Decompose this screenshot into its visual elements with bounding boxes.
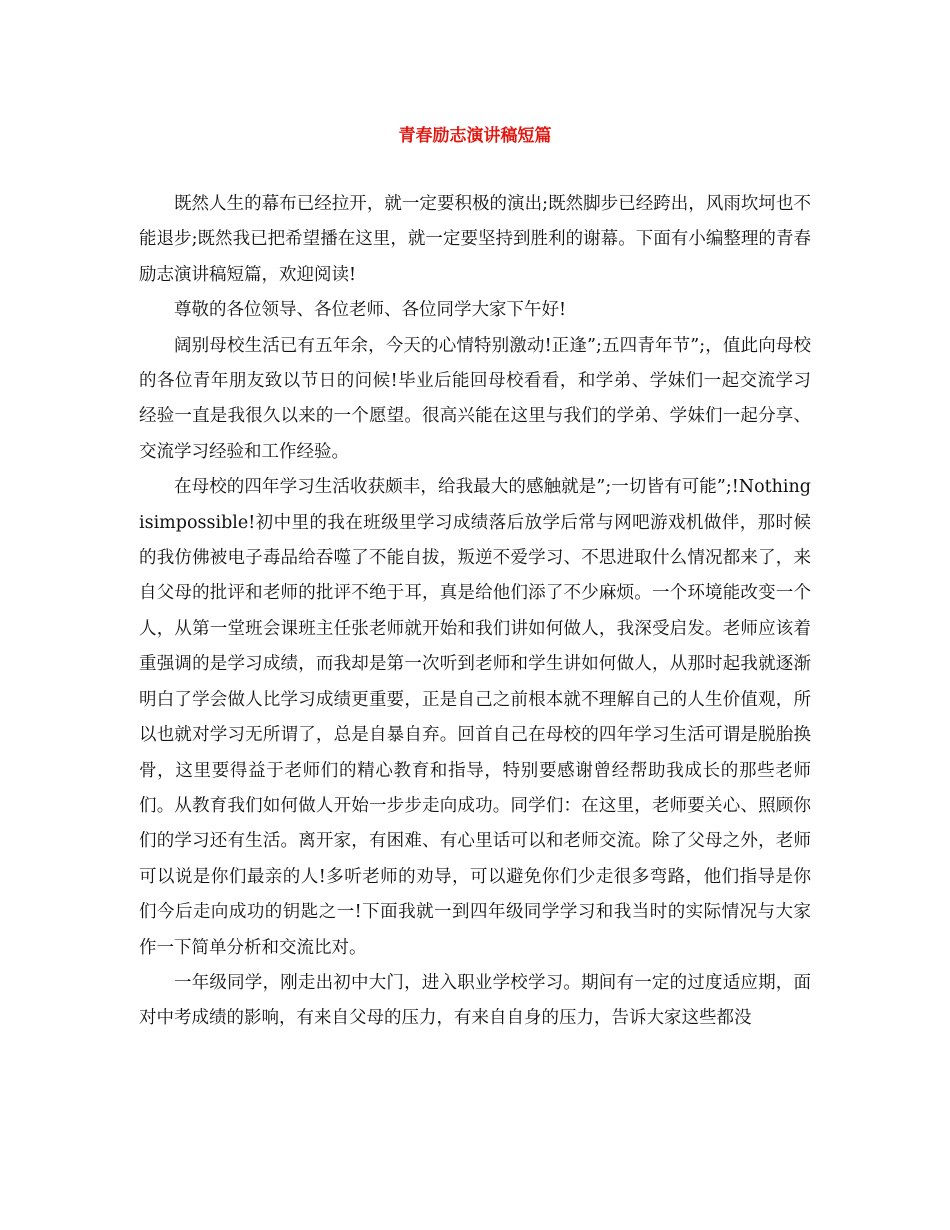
paragraph-first-year: 一年级同学，刚走出初中大门，进入职业学校学习。期间有一定的过度适应期，面对中考成绩的影响，有来自父母的压力，有来自自身的压力，告诉大家这些都没 [139, 972, 811, 1029]
paragraph-experience: 在母校的四年学习生活收获颇丰，给我最大的感触就是”;一切皆有可能”;!Nothingisimpossible!初中里的我在班级里学习成绩落后放学后常与网吧游戏机做伴，那时候的我仿佛被电子毒品给吞噬了不能自拔，叛逆不爱学习、不思进取什么情况都来了，来自父母的批评和老师的批评不绝于耳，真是给他们添了不少麻烦。一个环境能改变一个人，从第一堂班会课班主任张老师就开始和我们讲如何做人，我深受启发。老师应该着重强调的是学习成绩，而我却是第一次听到老师和学生讲如何做人，从那时起我就逐渐明白了学会做人比学习成绩更重要，正是自己之前根本就不理解自己的人生价值观，所以也就对学习无所谓了，总是自暴自弃。回首自己在母校的四年学习生活可谓是脱胎换骨，这里要得益于老师们的精心教育和指导，特别要感谢曾经帮助我成长的那些老师们。从教育我们如何做人开始一步步走向成功。同学们：在这里，老师要关心、照顾你们的学习还有生活。离开家，有困难、有心里话可以和老师交流。除了父母之外，老师可以说是你们最亲的人!多听老师的劝导，可以避免你们少走很多弯路，他们指导是你们今后走向成功的钥匙之一!下面我就一到四年级同学学习和我当时的实际情况与大家作一下简单分析和交流比对。 [139, 477, 811, 958]
paragraph-greeting: 尊敬的各位领导、各位老师、各位同学大家下午好! [174, 300, 567, 321]
paragraph-opening: 阔别母校生活已有五年余，今天的心情特别激动!正逢”;五四青年节”;，值此向母校的各位青年朋友致以节日的问候!毕业后能回母校看看，和学弟、学妹们一起交流学习经验一直是我很久以来的一个愿望。很高兴能在这里与我们的学弟、学妹们一起分享、交流学习经验和工作经验。 [139, 335, 811, 462]
document-body [139, 187, 811, 1037]
paragraph-intro: 既然人生的幕布已经拉开，就一定要积极的演出;既然脚步已经跨出，风雨坎坷也不能退步;既然我已把希望播在这里，就一定要坚持到胜利的谢幕。下面有小编整理的青春励志演讲稿短篇，欢迎阅读! [139, 194, 811, 285]
document-title: 青春励志演讲稿短篇 [398, 126, 552, 146]
